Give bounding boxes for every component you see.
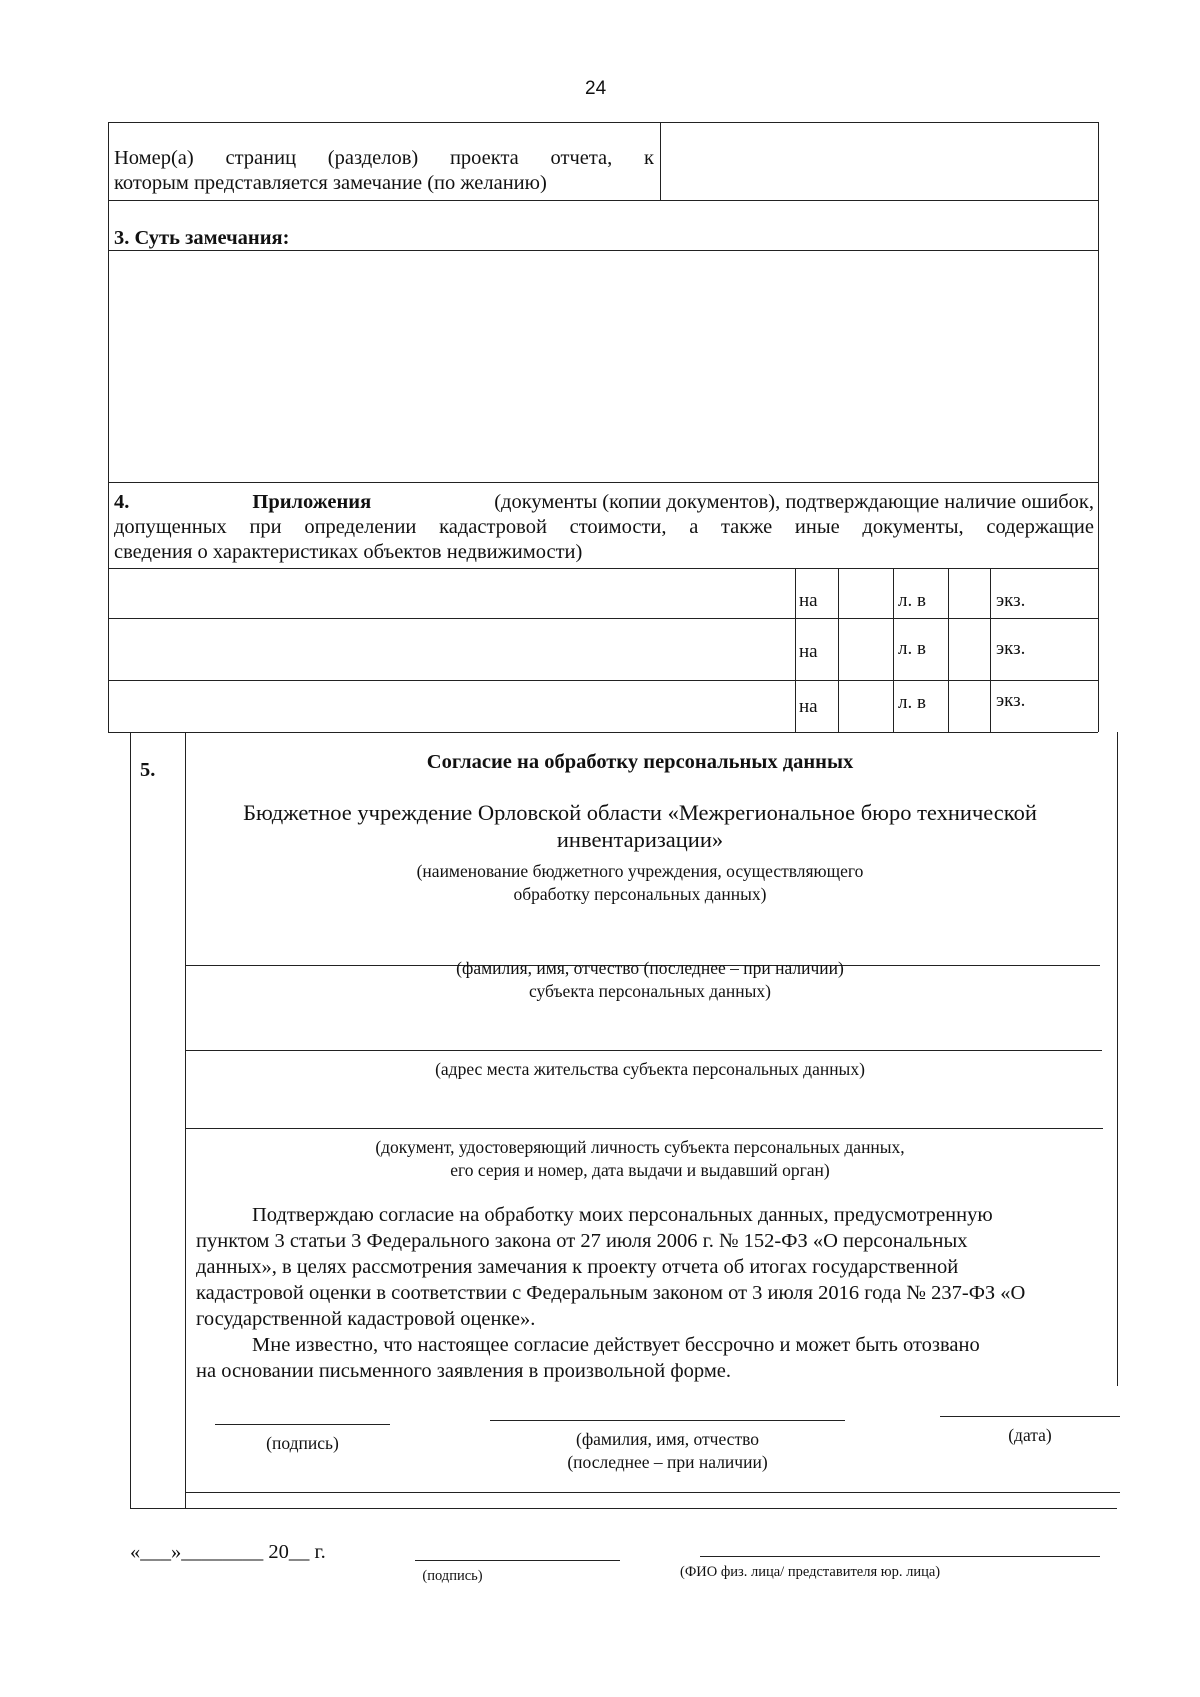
attach-col-5	[990, 568, 991, 732]
section5-border-right	[1117, 732, 1118, 1386]
address-caption: (адрес места жительства субъекта персональных данных)	[435, 1059, 865, 1079]
section4-line1-rest: (документы (копии документов), подтверждающие наличие ошибок,	[494, 491, 1094, 513]
org-caption-1: (наименование бюджетного учреждения, осуществляющего	[416, 861, 864, 881]
document-caption-1: (документ, удостоверяющий личность субъекта персональных данных,	[375, 1137, 905, 1157]
consent-line-4: кадастровой оценки в соответствии с Федеральным законом от 3 июля 2016 года № 237-ФЗ «О	[196, 1282, 1026, 1304]
footer-date[interactable]: «___»________ 20__ г.	[130, 1541, 326, 1563]
attach-copies-label-2: экз.	[996, 638, 1026, 659]
attach-sheets-label-3: л. в	[898, 692, 926, 713]
consent-fio-line	[490, 1420, 845, 1421]
attach-col-1	[795, 568, 796, 732]
section4-line-1	[114, 490, 1094, 515]
attach-col-3	[893, 568, 894, 732]
table-border-left	[108, 122, 109, 732]
name-caption-1: (фамилия, имя, отчество (последнее – при наличии)	[456, 958, 844, 978]
subject-address-line	[185, 1050, 1102, 1051]
table-border-right	[1098, 122, 1099, 732]
section4-number: 4.	[114, 491, 130, 513]
attach-name-cell-2[interactable]	[111, 620, 793, 678]
consent-line-1: Подтверждаю согласие на обработку моих персональных данных, предусмотренную	[252, 1204, 993, 1226]
consent-date-field[interactable]	[940, 1392, 1120, 1414]
remark-essence-area[interactable]	[111, 252, 1096, 480]
attach-copies-label-3: экз.	[996, 690, 1026, 711]
consent-date-caption: (дата)	[1008, 1425, 1052, 1445]
footer-signature-caption: (подпись)	[422, 1568, 483, 1584]
attach-col-4	[948, 568, 949, 732]
attach-row-2-bottom	[108, 680, 1098, 681]
subject-name-field[interactable]	[190, 915, 1100, 963]
section4-text-bottom	[108, 568, 1098, 569]
section3-bottom	[108, 482, 1098, 483]
section3-title-bottom	[108, 250, 1098, 251]
attach-sheets-cell-3[interactable]	[840, 682, 891, 730]
attach-copies-label-1: экз.	[996, 590, 1026, 611]
pages-row-label-1: Номер(а) страниц (разделов) проекта отчета, к	[114, 147, 654, 169]
attach-copies-cell-2[interactable]	[950, 620, 988, 678]
consent-signature-line	[215, 1424, 390, 1425]
section4-title: Приложения	[252, 491, 372, 513]
attach-sheets-cell-2[interactable]	[840, 620, 891, 678]
subject-address-field[interactable]	[190, 1010, 1100, 1048]
attach-on-label-3: на	[799, 696, 818, 717]
subject-document-line	[185, 1128, 1103, 1129]
org-name-line-2: инвентаризации»	[556, 827, 724, 852]
consent-line-2: пунктом 3 статьи 3 Федерального закона от 27 июля 2006 г. № 152-ФЗ «О персональных	[196, 1230, 968, 1252]
table-border-top	[108, 122, 1098, 123]
pages-row-label-2: которым представляется замечание (по желанию)	[114, 172, 547, 194]
pages-row-divider	[660, 122, 661, 200]
section3-title: 3. Суть замечания:	[114, 227, 290, 249]
revoke-line-2: на основании письменного заявления в произвольной форме.	[196, 1360, 732, 1382]
section5-border-bottom	[130, 1508, 1117, 1509]
section4-line-2: допущенных при определении кадастровой стоимости, а также иные документы, содержащие	[114, 516, 1094, 538]
consent-date-line	[940, 1416, 1120, 1417]
consent-fio-caption-2: (последнее – при наличии)	[567, 1452, 768, 1472]
subject-document-field[interactable]	[190, 1088, 1100, 1126]
section5-border-left	[130, 732, 131, 1508]
org-caption-2: обработку персональных данных)	[513, 884, 767, 904]
consent-signature-caption: (подпись)	[266, 1433, 339, 1453]
attach-name-cell-3[interactable]	[111, 682, 793, 730]
consent-line-3: данных», в целях рассмотрения замечания к проекту отчета об итогах государственной	[196, 1256, 959, 1278]
footer-fio-caption: (ФИО физ. лица/ представителя юр. лица)	[680, 1564, 941, 1580]
consent-line-5: государственной кадастровой оценке».	[196, 1308, 536, 1330]
attach-sheets-cell-1[interactable]	[840, 570, 891, 616]
section5-number-divider	[185, 732, 186, 1508]
attach-sheets-label-2: л. в	[898, 638, 926, 659]
attach-copies-cell-3[interactable]	[950, 682, 988, 730]
footer-signature-line	[415, 1560, 620, 1561]
attach-copies-cell-1[interactable]	[950, 570, 988, 616]
page-number: 24	[585, 78, 607, 99]
pages-row-bottom	[108, 200, 1098, 201]
attach-rows-bottom	[108, 732, 1098, 733]
attach-sheets-label-1: л. в	[898, 590, 926, 611]
attach-col-2	[838, 568, 839, 732]
attach-row-1-bottom	[108, 618, 1098, 619]
section5-number: 5.	[140, 759, 156, 781]
org-name-line-1: Бюджетное учреждение Орловской области «Межрегиональное бюро технической	[243, 800, 1037, 825]
section5-title: Согласие на обработку персональных данных	[426, 751, 854, 773]
consent-signature-field[interactable]	[215, 1400, 390, 1422]
name-caption-2: субъекта персональных данных)	[528, 981, 771, 1001]
section4-line-3: сведения о характеристиках объектов недвижимости)	[114, 541, 583, 563]
document-caption-2: его серия и номер, дата выдачи и выдавший орган)	[450, 1160, 830, 1180]
attach-on-label-2: на	[799, 641, 818, 662]
revoke-line-1: Мне известно, что настоящее согласие действует бессрочно и может быть отозвано	[252, 1334, 980, 1356]
consent-fio-field[interactable]	[490, 1396, 845, 1418]
consent-fio-caption-1: (фамилия, имя, отчество	[576, 1429, 759, 1449]
pages-input-cell[interactable]	[663, 124, 1096, 198]
section5-inner-bottom	[185, 1492, 1120, 1493]
attach-name-cell-1[interactable]	[111, 570, 793, 616]
footer-fio-line	[700, 1556, 1100, 1557]
attach-on-label-1: на	[799, 590, 818, 611]
